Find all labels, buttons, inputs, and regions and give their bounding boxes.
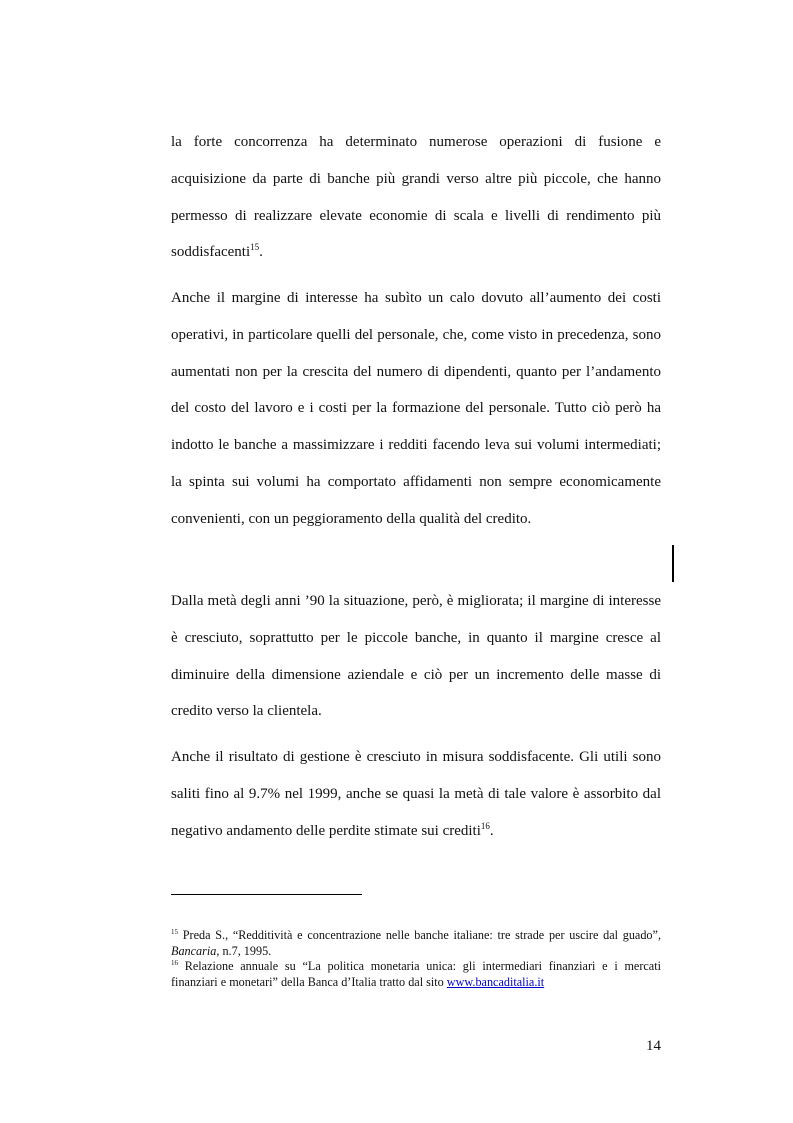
paragraph-1-text: la forte concorrenza ha determinato numerose operazioni di fusione e acquisizione da parte di banche più grandi verso altre più piccole, che hanno permesso di realizzare elevate economie di scala e livelli di rendimento più soddisfacenti — [171, 134, 661, 261]
page-number: 14 — [646, 1038, 661, 1054]
footnote-15 — [171, 928, 661, 959]
footnote-16 — [171, 959, 661, 990]
bancaditalia-link[interactable]: www.bancaditalia.it — [446, 974, 545, 989]
paragraph-3 — [171, 583, 661, 730]
footnote-separator — [171, 894, 362, 895]
paragraph-3-text: Dalla metà degli anni ’90 la situazione, però, è migliorata; il margine di interesse è cresciuto, soprattutto per le piccole banche, in quanto il margine cresce al diminuire della dimensione aziendale e ciò per un incremento delle masse di credito verso la clientela. — [171, 593, 661, 720]
footnote-15-text: Preda S., “Redditività e concentrazione nelle banche italiane: tre strade per uscire dal guado”, — [178, 928, 661, 942]
paragraph-2 — [171, 280, 661, 538]
footnote-16-text: Relazione annuale su “La politica monetaria unica: gli intermediari finanziari e i mercati finanziari e monetari” della Banca d’Italia tratto dal sito — [171, 959, 661, 989]
revision-change-bar — [672, 545, 674, 582]
footnotes — [171, 928, 661, 990]
paragraph-2-text: Anche il margine di interesse ha subìto un calo dovuto all’aumento dei costi operativi, in particolare quelli del personale, che, come visto in precedenza, sono aumentati non per la crescita del numero di dipendenti, quanto per l’andamento del costo del lavoro e i costi per la formazione del personale. Tutto ciò però ha indotto le banche a massimizzare i redditi facendo leva sui volumi intermediati; la spinta sui volumi ha comportato affidamenti non sempre economicamente convenienti, con un peggioramento della qualità del credito. — [171, 290, 661, 527]
paragraph-4-tail: . — [489, 822, 494, 839]
footnote-16-number: 16 — [171, 959, 178, 968]
paragraph-4-text: Anche il risultato di gestione è cresciuto in misura soddisfacente. Gli utili sono saliti fino al 9.7% nel 1999, anche se quasi la metà di tale valore è assorbito dal negativo andamento delle perdite stimate sui crediti — [171, 749, 661, 839]
paragraph-1 — [171, 124, 661, 271]
paragraph-4 — [171, 739, 661, 849]
footnote-ref-15: 15 — [250, 242, 260, 253]
footnote-15-citation: n.7, 1995. — [219, 943, 272, 958]
footnote-15-number: 15 — [171, 928, 178, 936]
footnote-15-journal: Bancaria, — [171, 943, 220, 958]
paragraph-1-tail: . — [259, 244, 263, 261]
footnote-ref-16: 16 — [480, 820, 490, 831]
